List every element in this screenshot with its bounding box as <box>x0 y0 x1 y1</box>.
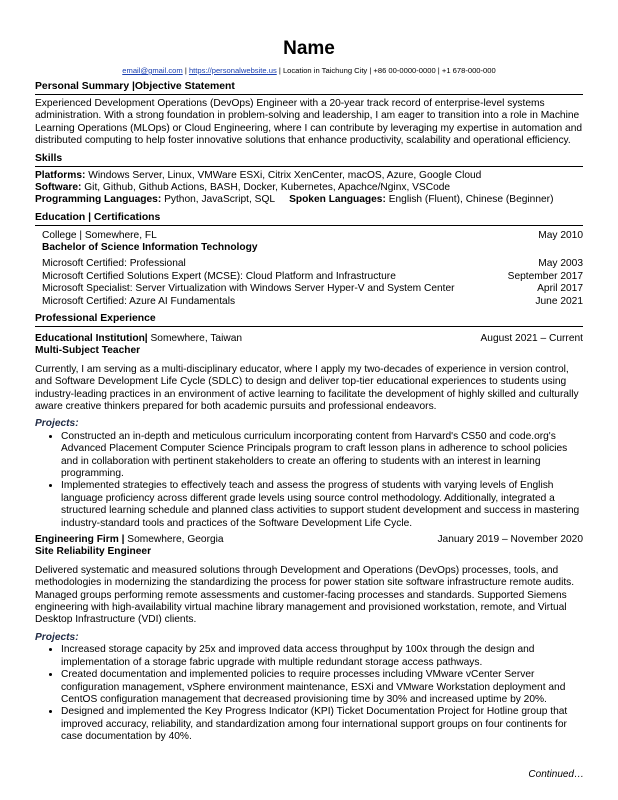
education-block <box>35 230 583 308</box>
school-date: May 2010 <box>538 229 583 241</box>
job-header <box>35 534 583 546</box>
cert-name: Microsoft Certified: Professional <box>42 258 186 270</box>
cert-list <box>42 258 583 308</box>
cert-name: Microsoft Certified Solutions Expert (MCSE): Cloud Platform and Infrastructure <box>42 270 396 282</box>
experience-heading: Professional Experience <box>35 312 583 327</box>
project-bullet: • Increased storage capacity by 25x and improved data access throughput by 100x through the design and implementation of a storage fabric upgrade with multiple redundant storage access pathways. <box>61 644 583 669</box>
software-value: Git, Github, Github Actions, BASH, Docker, Kubernetes, Apachce/Nginx, VSCode <box>81 181 451 193</box>
cert-date: May 2003 <box>538 258 583 270</box>
skills-languages <box>35 194 583 206</box>
project-bullet: • Designed and implemented the Key Progress Indicator (KPI) Ticket Documentation Project for Hotline group that improved accuracy, reliability, and standardization among four international support groups on four continents for case documentation by 40%. <box>61 706 583 743</box>
resume-page <box>35 0 583 744</box>
cert-row <box>42 271 583 283</box>
continued-note: Continued… <box>528 769 584 780</box>
programming-value: Python, JavaScript, SQL <box>161 194 276 206</box>
contact-details: | Location in Taichung City | +86 00-0000-0000 | +1 678-000-000 <box>276 66 496 75</box>
degree: Bachelor of Science Information Technology <box>42 241 258 253</box>
cert-date: April 2017 <box>537 283 583 295</box>
spoken-label: Spoken Languages: <box>289 194 386 206</box>
platforms-value: Windows Server, Linux, VMWare ESXi, Citrix XenCenter, macOS, Azure, Google Cloud <box>85 169 482 181</box>
cert-row <box>42 258 583 270</box>
cert-name: Microsoft Specialist: Server Virtualization with Windows Server Hyper-V and System Center <box>42 283 455 295</box>
job-entry <box>35 333 583 530</box>
resume-name: Name <box>283 38 335 59</box>
job-description: Currently, I am serving as a multi-disciplinary educator, where I apply my two-decades of experience in version control, and Software Development Life Cycle (SDLC) to design and deliver top-tier educational experiences to students using industry-leading practices in an environment of active learning to facilitate the development of highly skilled and culturally aware creative thinkers prepared for both academic pursuits and professional endeavors. <box>35 363 579 412</box>
project-list <box>35 644 583 743</box>
projects-label: Projects: <box>35 631 79 643</box>
job-header <box>35 333 583 345</box>
email-link[interactable]: email@gmail.com <box>122 66 183 75</box>
job-location: Somewhere, Georgia <box>127 534 224 546</box>
job-entry <box>35 534 583 744</box>
contact-line <box>35 66 583 76</box>
school-name: College | Somewhere, FL <box>42 229 157 241</box>
skills-platforms <box>35 170 583 182</box>
job-date: August 2021 – Current <box>480 332 583 344</box>
skills-heading: Skills <box>35 152 583 167</box>
software-label: Software: <box>35 181 82 193</box>
summary-heading: Personal Summary |Objective Statement <box>35 80 583 95</box>
project-list <box>35 431 583 530</box>
platforms-label: Platforms: <box>35 169 86 181</box>
cert-date: June 2021 <box>535 295 583 307</box>
job-org: Engineering Firm <box>35 534 119 546</box>
project-bullet: • Constructed an in-depth and meticulous curriculum incorporating content from Harvard's CS50 and code.org's Advanced Placement Computer Science Principals program to craft lesson plans in adherence to school policies and in collaboration with pertinent stakeholders to create an offering to students with an interest in learning programming. <box>61 431 583 481</box>
education-heading: Education | Certifications <box>35 211 583 226</box>
job-title: Multi-Subject Teacher <box>35 345 141 357</box>
school-row <box>42 230 583 242</box>
cert-date: September 2017 <box>507 270 583 282</box>
programming-label: Programming Languages: <box>35 194 162 206</box>
contact-sep: | <box>182 66 189 75</box>
job-org: Educational Institution <box>35 332 145 344</box>
job-location: Somewhere, Taiwan <box>150 332 243 344</box>
spoken-value: English (Fluent), Chinese (Beginner) <box>385 194 554 206</box>
cert-name: Microsoft Certified: Azure AI Fundamentals <box>42 295 236 307</box>
projects-label: Projects: <box>35 418 79 430</box>
cert-row <box>42 296 583 308</box>
cert-row <box>42 283 583 295</box>
summary-text: Experienced Development Operations (DevOps) Engineer with a 20-year track record of enterprise-level systems administration. With a strong foundation in problem-solving and leadership, I am eager to transition into a role in Machine Learning Operations (MLOps) or Cloud Engineering, where I can contribute by leveraging my expertise in automation and distributed computing to help foster innovative solutions that enhance productivity, scalability and operational efficiency. <box>35 98 583 147</box>
job-sep: | <box>144 332 151 344</box>
job-title: Site Reliability Engineer <box>35 546 152 558</box>
job-description: Delivered systematic and measured solutions through Development and Operations (DevOps) processes, tools, and methodologies in modernizing the standardizing the process for power station site software infrastructure remote audits. Managed groups performing remote assessments and customer-facing processes and standards. Supported Siemens engineering with high-availability virtual machine library management and provisioned workstation, remote, and Virtual Desktop Infrastructure (VDI) clients. <box>35 564 575 626</box>
skills-block <box>35 170 583 207</box>
job-date: January 2019 – November 2020 <box>437 534 583 546</box>
website-link[interactable]: https://personalwebsite.us <box>188 66 277 75</box>
project-bullet: • Created documentation and implemented policies to require processes including VMware vCenter Server configuration management, vSphere environment maintenance, ESXi and VMware Workstation deployment and CentOS configuration management that decreased provisioning time by 30% and increased uptime by 20%. <box>61 669 583 706</box>
skills-software <box>35 182 583 194</box>
job-sep: | <box>118 534 128 546</box>
project-bullet: • Implemented strategies to effectively teach and assess the progress of students with varying levels of English language proficiency across different grade levels using source control methodology. Additionally, integrated a structured learning schedule and planned class activities to support student development and success in mastering industry-standard tools and practices of the Software Development Life Cycle. <box>61 480 583 530</box>
